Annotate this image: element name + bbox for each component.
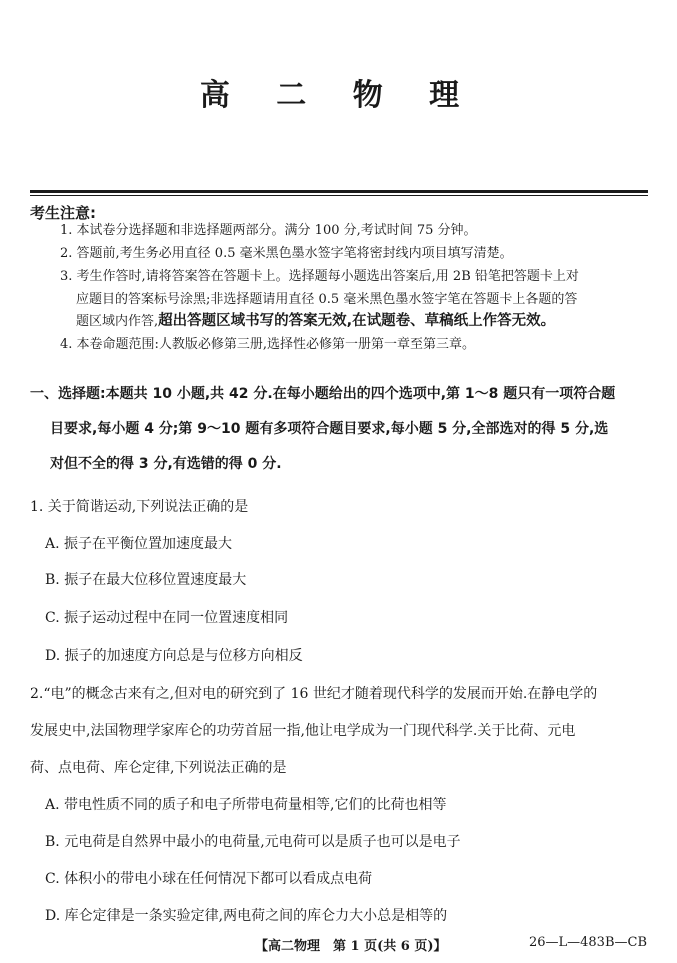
section1-line3: 对但不全的得 3 分,有选错的得 0 分.	[50, 456, 282, 472]
footer-exam-code: 26—L—483B—CB	[528, 935, 647, 950]
question-2-option-a: A. 带电性质不同的质子和电子所带电荷量相等,它们的比荷也相等	[45, 797, 447, 813]
exam-title: 高 二 物 理	[199, 78, 478, 113]
question-1-option-a: A. 振子在平衡位置加速度最大	[45, 536, 233, 552]
question-1-option-b: B. 振子在最大位移位置速度最大	[45, 572, 247, 588]
question-1-option-d: D. 振子的加速度方向总是与位移方向相反	[45, 648, 303, 664]
question-2-option-b: B. 元电荷是自然界中最小的电荷量,元电荷可以是质子也可以是电子	[45, 834, 461, 850]
question-2-stem-2: 发展史中,法国物理学家库仑的功劳首屈一指,他让电学成为一门现代科学.关于比荷、元电	[30, 723, 576, 739]
question-1-option-c: C. 振子运动过程中在同一位置速度相同	[45, 610, 289, 626]
section1-line1: 一、选择题:本题共 10 小题,共 42 分.在每小题给出的四个选项中,第 1～8 题只有一项符合题	[30, 386, 616, 402]
question-2-stem-3: 荷、点电荷、库仑定律,下列说法正确的是	[30, 760, 287, 776]
question-1-stem: 1. 关于简谐运动,下列说法正确的是	[30, 499, 249, 515]
header-rule-thin	[30, 195, 648, 196]
notice-item-3-cont2	[76, 310, 668, 333]
question-2-option-c: C. 体积小的带电小球在任何情况下都可以看成点电荷	[45, 871, 373, 887]
notice-emphasis: 超出答题区域书写的答案无效,在试题卷、草稿纸上作答无效。	[158, 313, 556, 329]
notice-item-3-cont: 应题目的答案标号涂黑;非选择题请用直径 0.5 毫米黑色墨水签字笔在答题卡上各题的答	[76, 292, 578, 307]
notice-item-3-tail: 题区域内作答,	[76, 314, 159, 329]
question-2-option-d: D. 库仑定律是一条实验定律,两电荷之间的库仑力大小总是相等的	[45, 908, 448, 924]
notice-item-1: 1. 本试卷分选择题和非选择题两部分。满分 100 分,考试时间 75 分钟。	[60, 223, 477, 238]
notice-heading: 考生注意:	[30, 204, 96, 222]
notice-item-3: 3. 考生作答时,请将答案答在答题卡上。选择题每小题选出答案后,用 2B 铅笔把答题卡上对	[60, 269, 579, 284]
footer-page-info: 【高二物理 第 1 页(共 6 页)】	[255, 939, 447, 954]
question-2-stem-1: 2.“电”的概念古来有之,但对电的研究到了 16 世纪才随着现代科学的发展而开始.在静电学的	[30, 686, 598, 702]
header-rule-thick	[30, 190, 648, 193]
notice-item-4: 4. 本卷命题范围:人教版必修第三册,选择性必修第一册第一章至第三章。	[60, 337, 476, 352]
notice-item-2: 2. 答题前,考生务必用直径 0.5 毫米黑色墨水签字笔将密封线内项目填写清楚。	[60, 246, 513, 261]
section1-line2: 目要求,每小题 4 分;第 9～10 题有多项符合题目要求,每小题 5 分,全部选对的得 5 分,选	[50, 421, 609, 437]
